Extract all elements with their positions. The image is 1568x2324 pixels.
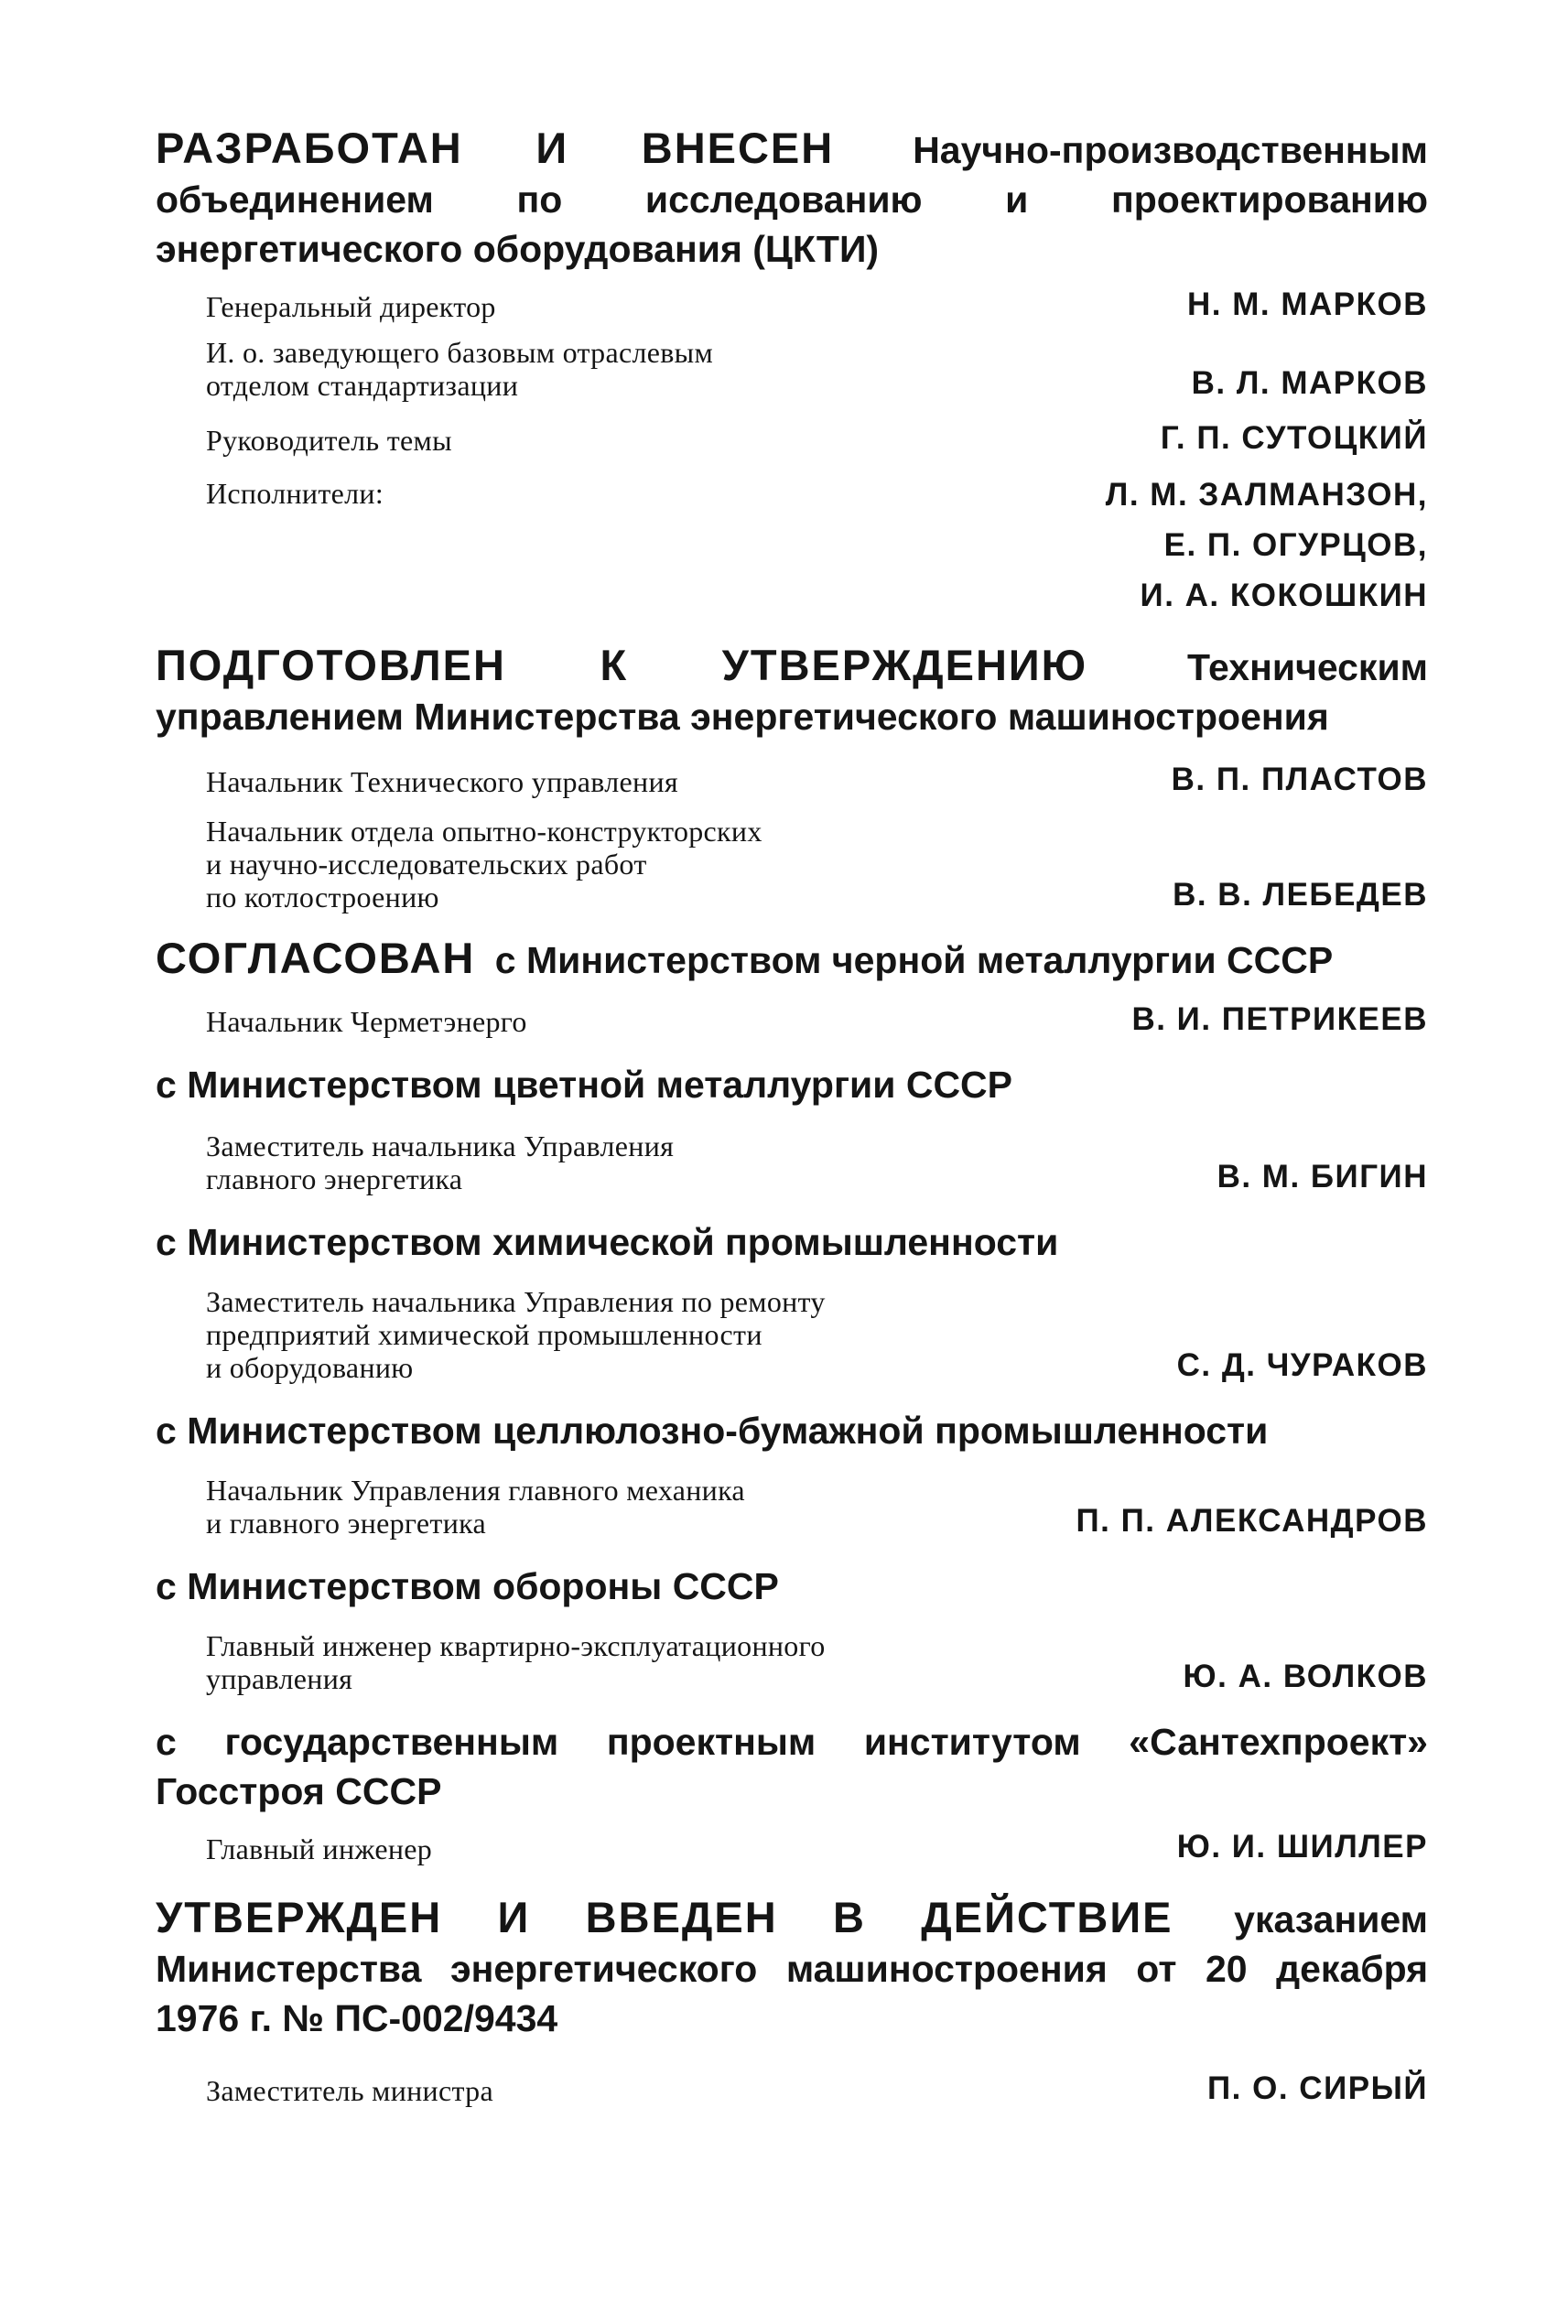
agreed-nonferrous-role: Заместитель начальника Управления главного энергетика	[206, 1130, 675, 1195]
general-director-name: Н. М. МАРКОВ	[1187, 286, 1428, 322]
agreed-nonferrous-row	[156, 1130, 1428, 1195]
approved-role: Заместитель министра	[206, 2074, 493, 2107]
agreed-pulp-text: с Министерством целлюлозно-бумажной промышленности	[156, 1410, 1269, 1452]
executors-list	[1106, 470, 1428, 621]
developed-heading	[156, 124, 1428, 274]
agreed-nonferrous-heading	[156, 1060, 1428, 1109]
head-dept-name: В. В. ЛЕБЕДЕВ	[1173, 877, 1428, 913]
agreed-defense-role: Главный инженер квартирно-эксплуатационного управления	[206, 1629, 826, 1695]
document-page	[156, 124, 1428, 2107]
agreed-heading-caps: СОГЛАСОВАН	[156, 934, 476, 982]
executor-name: Л. М. ЗАЛМАНЗОН,	[1105, 477, 1428, 513]
agreed-defense-text: с Министерством обороны СССР	[156, 1565, 779, 1607]
agreed-chemical-name: С. Д. ЧУРАКОВ	[1176, 1347, 1428, 1383]
prepared-heading-caps: ПОДГОТОВЛЕН К УТВЕРЖДЕНИЮ	[156, 641, 1088, 689]
head-tech-row	[156, 762, 1428, 798]
topic-lead-row	[156, 420, 1428, 457]
general-director-role: Генеральный директор	[206, 290, 496, 323]
agreed-ferrous-role: Начальник Черметэнерго	[206, 1005, 527, 1038]
approved-name: П. О. СИРЫЙ	[1207, 2070, 1428, 2106]
agreed-defense-name: Ю. А. ВОЛКОВ	[1183, 1659, 1428, 1694]
agreed-santech-row	[156, 1829, 1428, 1865]
head-dept-row	[156, 815, 1428, 913]
approved-heading-caps: УТВЕРЖДЕН И ВВЕДЕН В ДЕЙСТВИЕ	[156, 1893, 1173, 1941]
agreed-ferrous-text: с Министерством черной металлургии СССР	[494, 939, 1334, 981]
agreed-chemical-row	[156, 1285, 1428, 1384]
head-dept-role: Начальник отдела опытно-конструкторских и научно-исследовательских работ по котлостроению	[206, 815, 762, 913]
agreed-chemical-role: Заместитель начальника Управления по ремонту предприятий химической промышленности и оборудованию	[206, 1285, 826, 1384]
agreed-santech-role: Главный инженер	[206, 1832, 433, 1865]
agreed-pulp-role: Начальник Управления главного механика и главного энергетика	[206, 1474, 745, 1540]
agreed-pulp-row	[156, 1474, 1428, 1540]
approved-heading	[156, 1893, 1428, 2043]
prepared-heading	[156, 641, 1428, 741]
executors-row	[156, 470, 1428, 621]
prepared-heading-text: Техническим управлением Министерства энергетического машиностроения	[156, 646, 1428, 738]
agreed-pulp-name: П. П. АЛЕКСАНДРОВ	[1076, 1503, 1428, 1539]
agreed-santech-name: Ю. И. ШИЛЛЕР	[1176, 1829, 1428, 1865]
agreed-defense-heading	[156, 1562, 1428, 1611]
approved-row	[156, 2070, 1428, 2107]
acting-head-name: В. Л. МАРКОВ	[1191, 365, 1428, 401]
agreed-santech-text: с государственным проектным институтом «Сантехпроект» Госстроя СССР	[156, 1721, 1428, 1812]
agreed-ferrous-name: В. И. ПЕТРИКЕЕВ	[1131, 1001, 1428, 1037]
head-tech-name: В. П. ПЛАСТОВ	[1171, 762, 1428, 797]
head-tech-role: Начальник Технического управления	[206, 765, 678, 798]
executors-role: Исполнители:	[206, 477, 384, 510]
general-director-row	[156, 286, 1428, 323]
agreed-santech-heading	[156, 1717, 1428, 1816]
acting-head-role: И. о. заведующего базовым отраслевым отделом стандартизации	[206, 336, 714, 402]
agreed-ferrous-heading	[156, 934, 1428, 985]
agreed-chemical-text: с Министерством химической промышленности	[156, 1221, 1059, 1263]
topic-lead-role: Руководитель темы	[206, 424, 452, 457]
topic-lead-name: Г. П. СУТОЦКИЙ	[1160, 420, 1428, 456]
agreed-ferrous-row	[156, 1001, 1428, 1038]
agreed-pulp-heading	[156, 1406, 1428, 1455]
agreed-chemical-heading	[156, 1217, 1428, 1267]
executor-name: И. А. КОКОШКИН	[1140, 578, 1428, 613]
developed-heading-caps: РАЗРАБОТАН И ВНЕСЕН	[156, 124, 835, 172]
agreed-nonferrous-text: с Министерством цветной металлургии СССР	[156, 1064, 1013, 1106]
agreed-defense-row	[156, 1629, 1428, 1695]
approved-heading-text: указанием Министерства энергетического машиностроения от 20 декабря 1976 г. № ПС-002/9434	[156, 1898, 1428, 2039]
developed-heading-text: Научно-производственным объединением по исследованию и проектированию энергетического оборудования (ЦКТИ)	[156, 129, 1428, 270]
acting-head-row	[156, 336, 1428, 402]
executor-name: Е. П. ОГУРЦОВ,	[1163, 527, 1428, 563]
agreed-nonferrous-name: В. М. БИГИН	[1217, 1159, 1428, 1194]
